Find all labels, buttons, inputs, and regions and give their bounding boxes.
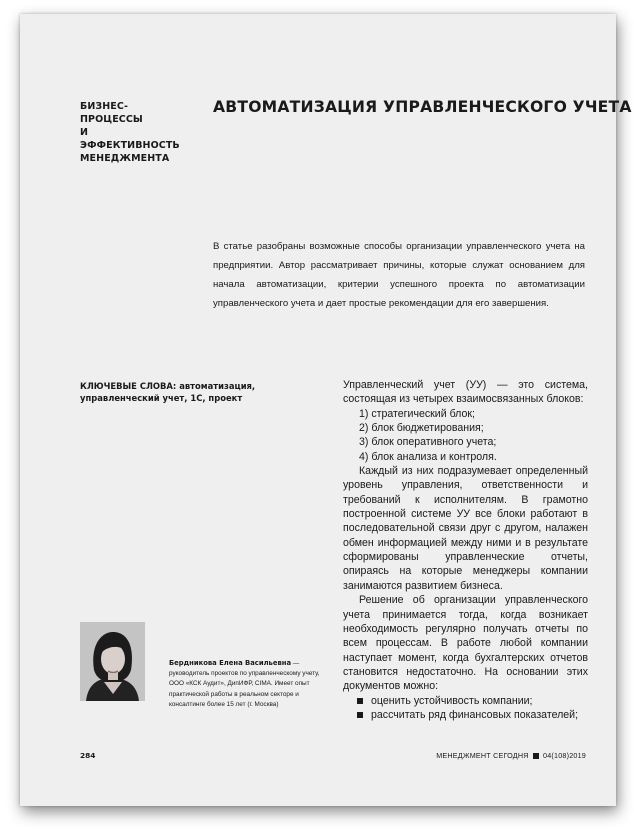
list-item: 2) блок бюджетирования; bbox=[359, 422, 484, 435]
journal-page bbox=[20, 14, 632, 806]
author-portrait-icon bbox=[80, 622, 145, 701]
rubric-line: МЕНЕДЖМЕНТА bbox=[80, 153, 170, 164]
page-number: 284 bbox=[80, 751, 96, 760]
journal-footer bbox=[436, 751, 586, 760]
keywords bbox=[80, 380, 320, 404]
list-item: 4) блок анализа и контроля. bbox=[359, 450, 497, 463]
bullet-item: оценить устойчивость компании; bbox=[343, 694, 588, 708]
body-paragraph: Управленческий учет (УУ) — это система, состоящая из четырех взаимосвязанных блоков: bbox=[343, 379, 588, 406]
article-abstract: В статье разобраны возможные способы организации управленческого учета на предприятии. Автор рассматривает причины, которые служат основанием для начала автоматизации, критерии успешного проекта по автоматизации управленческого учета и дает простые рекомендации для его завершения. bbox=[213, 241, 585, 309]
body-paragraph: Каждый из них подразумевает определенный уровень управления, ответственности и требований к исполнителям. В грамотно построенной системе УУ все блоки работают в последовательной связи друг с другом, налажен обмен информацией между ними и в результате сформированы управленческие отчеты, опираясь на которые менеджеры компании занимаются развитием бизнеса. bbox=[343, 465, 588, 592]
section-rubric bbox=[80, 100, 190, 165]
body-paragraph: Решение об организации управленческого учета принимается тогда, когда возникает необходимость регулярно получать отчеты по всем процессам. В работе любой компании наступает момент, когда бухгалтерских отчетов становится недостаточно. На основании этих документов можно: bbox=[343, 594, 588, 693]
article-title: АВТОМАТИЗАЦИЯ УПРАВЛЕНЧЕСКОГО УЧЕТА bbox=[213, 98, 632, 116]
journal-issue: 04(108)2019 bbox=[543, 751, 586, 760]
author-bio: — руководитель проектов по управленческому учету, ООО «КСК Аудит», ДипИФР, CIMA. Имеет опыт практической работы в реальном секторе и консалтинге более 15 лет (г. Москва) bbox=[169, 660, 320, 708]
list-item: 3) блок оперативного учета; bbox=[359, 436, 497, 449]
bullet-item: рассчитать ряд финансовых показателей; bbox=[343, 708, 588, 722]
author-photo bbox=[80, 622, 145, 701]
article-body bbox=[343, 378, 588, 722]
author-name: Бердникова Елена Васильевна bbox=[169, 659, 292, 667]
author-info bbox=[169, 658, 321, 710]
keywords-text: автоматизация, управленческий учет, 1С, проект bbox=[80, 381, 256, 403]
list-item: 1) стратегический блок; bbox=[359, 407, 475, 420]
journal-name: МЕНЕДЖМЕНТ СЕГОДНЯ bbox=[436, 751, 529, 760]
rubric-line: И ЭФФЕКТИВНОСТЬ bbox=[80, 127, 180, 151]
keywords-label: КЛЮЧЕВЫЕ СЛОВА: bbox=[80, 381, 177, 391]
rubric-line: БИЗНЕС-ПРОЦЕССЫ bbox=[80, 101, 143, 125]
square-separator-icon bbox=[533, 753, 539, 759]
